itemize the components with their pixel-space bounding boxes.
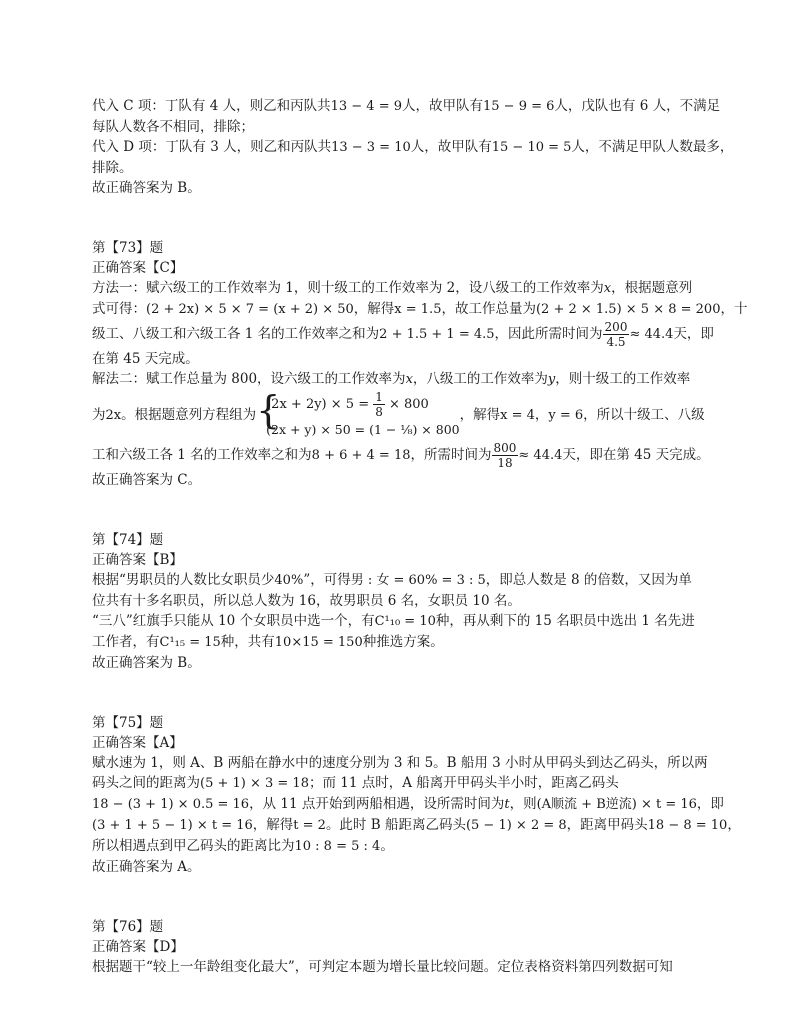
math-expr: 13 − 4 = 9 bbox=[330, 99, 402, 114]
fraction-denominator: 8 bbox=[375, 405, 383, 419]
text-line: 赋水速为 1，则 A、B 两船在静水中的速度分别为 3 和 5。B 船用 3 小时从甲码头到达乙码头，所以两 bbox=[92, 755, 708, 771]
math-expr: 10×15 = 150 bbox=[274, 635, 363, 650]
math-var: x bbox=[603, 281, 612, 296]
text: 种，共有 bbox=[220, 634, 275, 650]
document-page bbox=[92, 96, 748, 977]
text: 代入 D 项：丁队有 3 人，则乙和丙队共 bbox=[92, 139, 332, 155]
math-expr: ≈ 44.4 bbox=[518, 448, 563, 463]
text: ， bbox=[727, 817, 741, 833]
fraction-numerator: 1 bbox=[375, 390, 383, 404]
text: ，解得 bbox=[353, 301, 395, 317]
text: ，因此所需时间为 bbox=[494, 326, 603, 342]
text-line bbox=[92, 278, 712, 299]
math-expr: (2 + 2 × 1.5) × 5 × 8 = 200 bbox=[535, 302, 721, 317]
text-line bbox=[92, 96, 721, 117]
text: ，即 bbox=[696, 796, 724, 812]
text: 天，即 bbox=[673, 326, 714, 342]
text: 式可得： bbox=[92, 301, 146, 317]
equation-system bbox=[256, 390, 460, 441]
math-expr: C¹₁₅ = 15 bbox=[159, 635, 221, 650]
text-line bbox=[92, 299, 748, 320]
math-expr: (3 + 1 + 5 − 1) × t = 16 bbox=[92, 818, 253, 833]
question-73 bbox=[92, 238, 748, 490]
math-var: x bbox=[405, 372, 413, 387]
math-expr: 18 − 8 = 10 bbox=[647, 818, 728, 833]
text: 。 bbox=[380, 838, 394, 854]
math-expr: 15 − 9 = 6 bbox=[483, 99, 555, 114]
text: 根据“男职员的人数比女职员少 bbox=[92, 572, 275, 588]
text-line bbox=[92, 611, 712, 632]
answer-line: 正确答案【B】 bbox=[92, 552, 183, 568]
text: 码头之间的距离为 bbox=[92, 775, 200, 791]
text-line bbox=[92, 632, 712, 653]
text: 级工、八级工和六级工各 1 名的工作效率之和为 bbox=[92, 326, 380, 342]
fraction bbox=[373, 390, 385, 419]
math-expr: 2x bbox=[105, 408, 122, 423]
conclusion: 故正确答案为 B。 bbox=[92, 180, 201, 196]
math-var: t bbox=[504, 797, 510, 812]
text: 解法二：赋工作总量为 800，设六级工的工作效率为 bbox=[92, 371, 406, 387]
equation-row: (2x + y) × 50 = (1 − ⅛) × 800 bbox=[266, 422, 460, 437]
math-expr: (A顺流 + B逆流) × t = 16 bbox=[536, 797, 697, 812]
text: 。此时 B 船距离乙码头 bbox=[325, 817, 466, 833]
answer-line: 正确答案【D】 bbox=[92, 939, 184, 955]
text: 代入 C 项：丁队有 4 人，则乙和丙队共 bbox=[92, 98, 331, 114]
text: ，解得 bbox=[459, 407, 501, 423]
question-title: 第【73】题 bbox=[92, 240, 164, 256]
text: 人，故甲队有 bbox=[402, 98, 483, 114]
equation-row bbox=[266, 390, 460, 419]
math-expr: x = 1.5 bbox=[394, 302, 442, 317]
text: ，即总人数是 8 的倍数，又因为单 bbox=[485, 572, 692, 588]
math-expr: t = 2 bbox=[293, 818, 326, 833]
text-line: 排除。 bbox=[92, 160, 133, 176]
question-75 bbox=[92, 713, 741, 877]
text-line: 根据题干“较上一年龄组变化最大”，可判定本题为增长量比较问题。定位表格资料第四列数据可知 bbox=[92, 959, 673, 975]
text-line bbox=[92, 570, 712, 591]
math-expr: (2 + 2x) × 5 × 7 = (x + 2) × 50 bbox=[146, 302, 354, 317]
text: ，所需时间为 bbox=[410, 447, 492, 463]
math-expr: C¹₁₀ = 10 bbox=[374, 614, 436, 629]
math-expr: (5 − 1) × 2 = 8 bbox=[465, 818, 567, 833]
math-expr: 13 − 3 = 10 bbox=[331, 140, 411, 155]
text: 为 bbox=[92, 407, 106, 423]
text-line bbox=[92, 137, 734, 158]
text-line: 每队人数各不相同，排除； bbox=[92, 119, 254, 135]
math-var: y bbox=[547, 372, 556, 387]
math-expr: (2x + 2y) × 5 = bbox=[266, 397, 374, 412]
text: 人，戊队也有 6 人，不满足 bbox=[554, 98, 721, 114]
math-expr: 10 : 8 = 5 : 4 bbox=[294, 839, 381, 854]
text: ，八级工的工作效率为 bbox=[412, 371, 548, 387]
q72-explanation-tail bbox=[92, 96, 734, 198]
answer-line: 正确答案【A】 bbox=[92, 735, 183, 751]
question-74 bbox=[92, 530, 712, 673]
math-expr: (5 + 1) × 3 = 18 bbox=[200, 776, 309, 791]
text-line bbox=[92, 836, 712, 857]
math-expr: 8 + 6 + 4 = 18 bbox=[311, 448, 411, 463]
text: ，解得 bbox=[252, 817, 294, 833]
text-line bbox=[92, 815, 741, 836]
text: ，所以十级工、八级 bbox=[583, 407, 705, 423]
text: ，从 11 点开始到两船相遇，设所需时间为 bbox=[249, 796, 505, 812]
text: 人，不满足甲队人数最多， bbox=[571, 139, 734, 155]
text: 工和六级工各 1 名的工作效率之和为 bbox=[92, 447, 312, 463]
answer-line: 正确答案【C】 bbox=[92, 260, 184, 276]
text: 方法一：赋六级工的工作效率为 1，则十级工的工作效率为 2，设八级工的工作效率为 bbox=[92, 280, 604, 296]
math-expr: 15 − 10 = 5 bbox=[491, 140, 572, 155]
math-expr: 男 : 女 = 60% = 3 : 5 bbox=[350, 573, 486, 588]
question-title: 第【75】题 bbox=[92, 715, 164, 731]
text: ， bbox=[534, 407, 549, 423]
question-title: 第【74】题 bbox=[92, 532, 164, 548]
text: 天，即在第 45 天完成。 bbox=[562, 447, 710, 463]
math-expr: ≈ 44.4 bbox=[629, 327, 674, 342]
math-expr: x = 4 bbox=[500, 408, 535, 423]
math-expr: y = 6 bbox=[548, 408, 584, 423]
text: “三八”红旗手只能从 10 个女职员中选一个，有 bbox=[92, 613, 375, 629]
text: 人，故甲队有 bbox=[410, 139, 492, 155]
conclusion: 故正确答案为 B。 bbox=[92, 655, 201, 671]
text-line: 位共有十多名职员，所以总人数为 16，故男职员 6 名，女职员 10 名。 bbox=[92, 593, 521, 609]
text-line bbox=[92, 773, 712, 794]
text-line bbox=[92, 369, 712, 390]
text: ”，可得 bbox=[303, 572, 351, 588]
text: ，则 bbox=[509, 796, 537, 812]
text: 种推选方案。 bbox=[362, 634, 444, 650]
text: ，根据题意列 bbox=[611, 280, 693, 296]
text-line: 在第 45 天完成。 bbox=[92, 351, 199, 367]
question-title: 第【76】题 bbox=[92, 919, 164, 935]
text-line bbox=[92, 320, 712, 349]
text: 。根据题意列方程组为 bbox=[121, 407, 257, 423]
text-line bbox=[92, 441, 712, 470]
fraction bbox=[603, 320, 630, 349]
text: ，故工作总量为 bbox=[441, 301, 536, 317]
question-76 bbox=[92, 917, 712, 977]
text: ，则十级工的工作效率 bbox=[555, 371, 691, 387]
fraction bbox=[492, 441, 519, 470]
text: 所以相遇点到甲乙码头的距离比为 bbox=[92, 838, 295, 854]
text: ，十 bbox=[720, 301, 748, 317]
text: ，距离甲码头 bbox=[566, 817, 648, 833]
text: 工作者，有 bbox=[92, 634, 160, 650]
math-expr: × 800 bbox=[384, 397, 429, 412]
text: 种，再从剩下的 15 名职员中选出 1 名先进 bbox=[435, 613, 695, 629]
fraction-denominator: 4.5 bbox=[606, 335, 626, 349]
fraction-numerator: 800 bbox=[493, 441, 517, 455]
fraction-denominator: 18 bbox=[497, 456, 513, 470]
text-line bbox=[92, 390, 712, 441]
text: ；而 11 点时，A 船离开甲码头半小时，距离乙码头 bbox=[308, 775, 619, 791]
text-line bbox=[92, 794, 724, 815]
fraction-numerator: 200 bbox=[604, 320, 628, 334]
brace-glyph: { bbox=[256, 388, 281, 432]
math-expr: 2 + 1.5 + 1 = 4.5 bbox=[379, 327, 495, 342]
conclusion: 故正确答案为 C。 bbox=[92, 472, 202, 488]
math-expr: 40% bbox=[274, 573, 304, 588]
math-expr: 18 − (3 + 1) × 0.5 = 16 bbox=[92, 797, 250, 812]
conclusion: 故正确答案为 A。 bbox=[92, 859, 201, 875]
